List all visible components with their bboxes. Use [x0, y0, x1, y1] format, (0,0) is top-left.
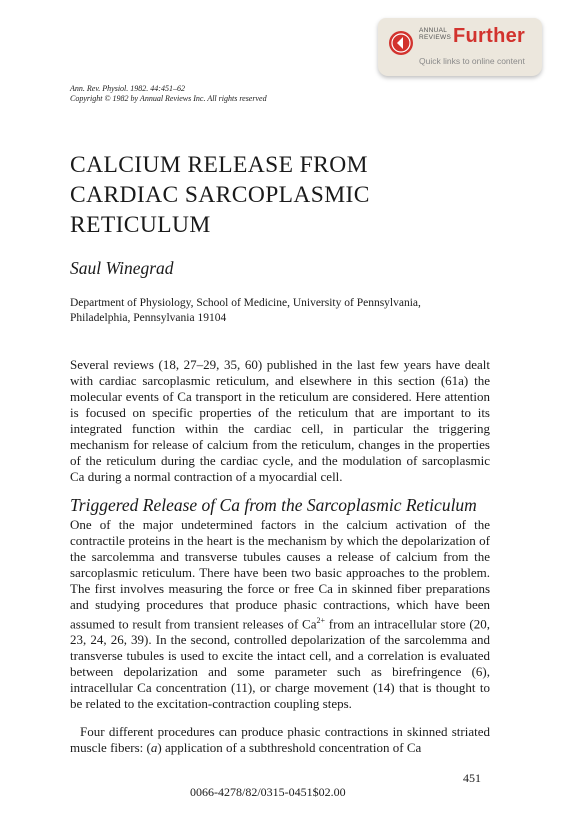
- section-paragraph-1: [70, 517, 490, 712]
- affiliation-line-1: Department of Physiology, School of Medicine, University of Pennsylvania,: [70, 297, 421, 309]
- paragraph-1-text-a: One of the major undetermined factors in the calcium activation of the contractile proteins in the heart is the mechanism by which the depolarization of the sarcolemma and transverse tubules causes a release of calcium from the sarcoplasmic reticulum. There have been two basic approaches to the problem. The first involves measuring the force or free Ca in skinned fiber preparations and studying procedures that produce phasic contractions, which have been assumed to result from transient releases of Ca: [70, 517, 490, 632]
- footer-code: 0066-4278/82/0315-0451$02.00: [190, 785, 346, 799]
- intro-paragraph: Several reviews (18, 27–29, 35, 60) published in the last few years have dealt with cardiac sarcoplasmic reticulum, and elsewhere in this section (61a) the molecular events of Ca transport in the reticulum are considered. Here attention is focused on specific properties of the reticulum that are important to its integrated function within the cardiac cell, in particular the triggering mechanism for release of calcium from the reticulum, changes in the properties of the reticulum during the cardiac cycle, and the modulation of sarcoplasmic Ca during a normal contraction of a myocardial cell.: [70, 357, 490, 484]
- superscript-charge: 2+: [316, 616, 326, 625]
- citation-line-1: Ann. Rev. Physiol. 1982. 44:451–62: [70, 84, 185, 93]
- affiliation-line-2: Philadelphia, Pennsylvania 19104: [70, 312, 227, 324]
- banner-tagline[interactable]: Quick links to online content: [419, 56, 525, 66]
- further-banner[interactable]: [378, 18, 542, 76]
- section-paragraph-2: [70, 724, 490, 756]
- author-name: Saul Winegrad: [70, 258, 174, 278]
- title-line-2: CARDIAC SARCOPLASMIC: [70, 182, 370, 208]
- arrow-circle-icon: [388, 30, 414, 56]
- author-affiliation: [70, 296, 500, 326]
- banner-annual-label: ANNUAL: [419, 27, 448, 34]
- article-title: [70, 150, 490, 240]
- section-heading: Triggered Release of Ca from the Sarcoplasmic Reticulum: [70, 495, 477, 515]
- paragraph-2-item-a: a: [150, 740, 158, 755]
- page-number: 451: [463, 771, 481, 785]
- title-line-3: RETICULUM: [70, 212, 211, 238]
- banner-further-label[interactable]: Further: [453, 25, 526, 47]
- title-line-1: CALCIUM RELEASE FROM: [70, 152, 368, 178]
- paragraph-1-text-b: from an intracellular store (20, 23, 24, 26, 39). In the second, controlled depolarization of the sarcolemma and transverse tubules is used to excite the intact cell, and a correlation is evaluated between depolarization and some parameter such as birefringence (6), intracellular Ca concentration (11), or charge movement (14) that is thought to be related to the excitation-contraction coupling steps.: [70, 616, 491, 712]
- paragraph-2-text-a: Four different procedures can produce phasic contractions in skinned striated muscle fibers: (: [70, 724, 490, 755]
- citation-line-2: Copyright © 1982 by Annual Reviews Inc. All rights reserved: [70, 94, 267, 103]
- banner-reviews-label: REVIEWS: [419, 34, 452, 41]
- paragraph-2-text-b: ) application of a subthreshold concentration of Ca: [157, 740, 422, 755]
